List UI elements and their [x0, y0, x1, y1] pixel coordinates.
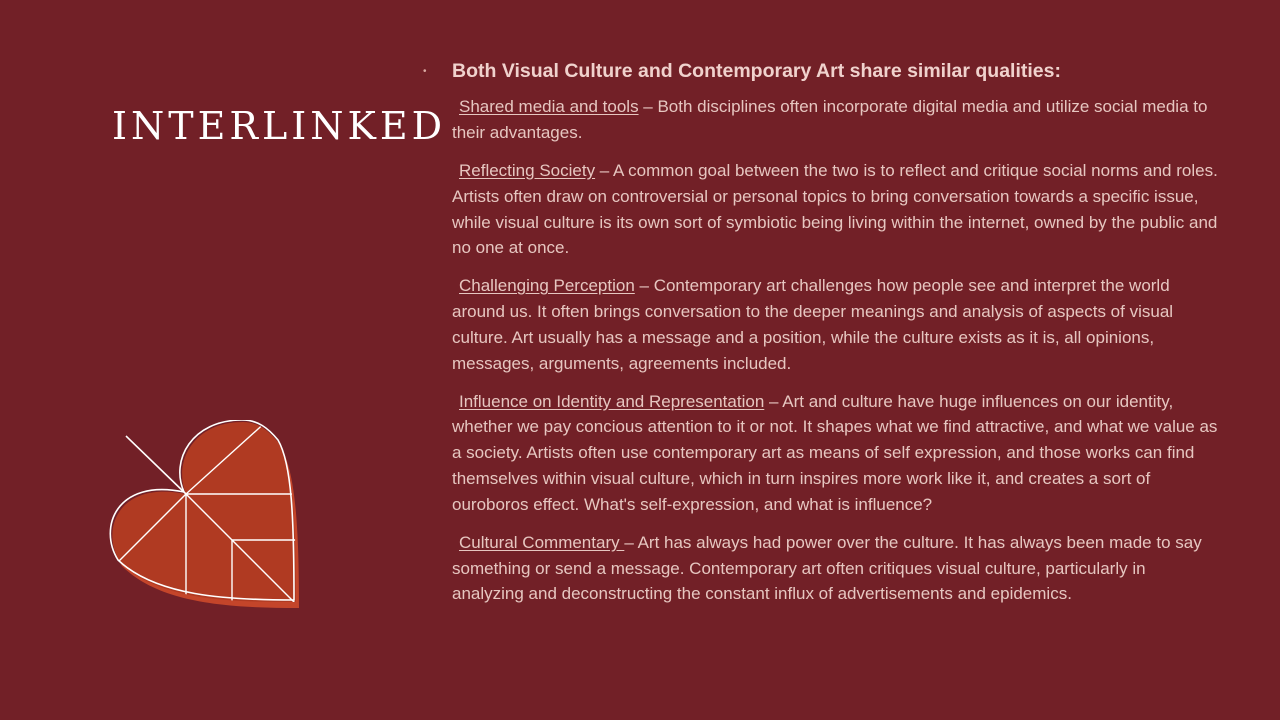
slide-title: INTERLINKED [112, 104, 447, 148]
list-item [452, 273, 1222, 376]
list-item [452, 94, 1222, 146]
item-term: Challenging Perception [459, 276, 635, 296]
item-text: – Art and culture have huge influences on our identity, whether we pay concious attention to it or not. It shapes what we find attractive, and what we value as a society. Artists often use contemporary art as means of self expression, and those works can find themselves within visual culture, which in turn inspires more work like it, and creates a sort of ouroboros effect. What's self-expression, and what is influence? [452, 391, 1218, 514]
item-text: – A common goal between the two is to reflect and critique social norms and roles. Artists often draw on controversial or personal topics to bring conversation towards a specific issue, while visual culture is its own sort of symbiotic being living within the internet, owned by the public and no one at once. [452, 160, 1218, 258]
list-heading: Both Visual Culture and Contemporary Art share similar qualities: [452, 60, 1061, 82]
item-text: – Both disciplines often incorporate digital media and utilize social media to their advantages. [452, 97, 1208, 143]
item-term: Shared media and tools [459, 97, 639, 117]
list-item [452, 158, 1222, 261]
item-term: Influence on Identity and Representation [459, 391, 765, 411]
item-term: Reflecting Society [459, 160, 596, 180]
item-text: – Contemporary art challenges how people see and interpret the world around us. It often brings conversation to the deeper meanings and analysis of aspects of visual culture. Art usually has a message and a position, while the culture exists as it is, all opinions, messages, arguments, agreements included. [452, 276, 1174, 373]
item-term: Cultural Commentary [459, 532, 625, 552]
list-item [452, 530, 1222, 607]
content-list [423, 58, 1222, 619]
list-item [452, 389, 1222, 518]
item-text: – Art has always had power over the culture. It has always been made to say something or send a message. Contemporary art often critiques visual culture, particularly in analyzing and deconstructing the constant influx of advertisements and epidemics. [452, 532, 1202, 604]
bullet-icon: • [423, 66, 427, 77]
leaf-icon [108, 420, 303, 615]
